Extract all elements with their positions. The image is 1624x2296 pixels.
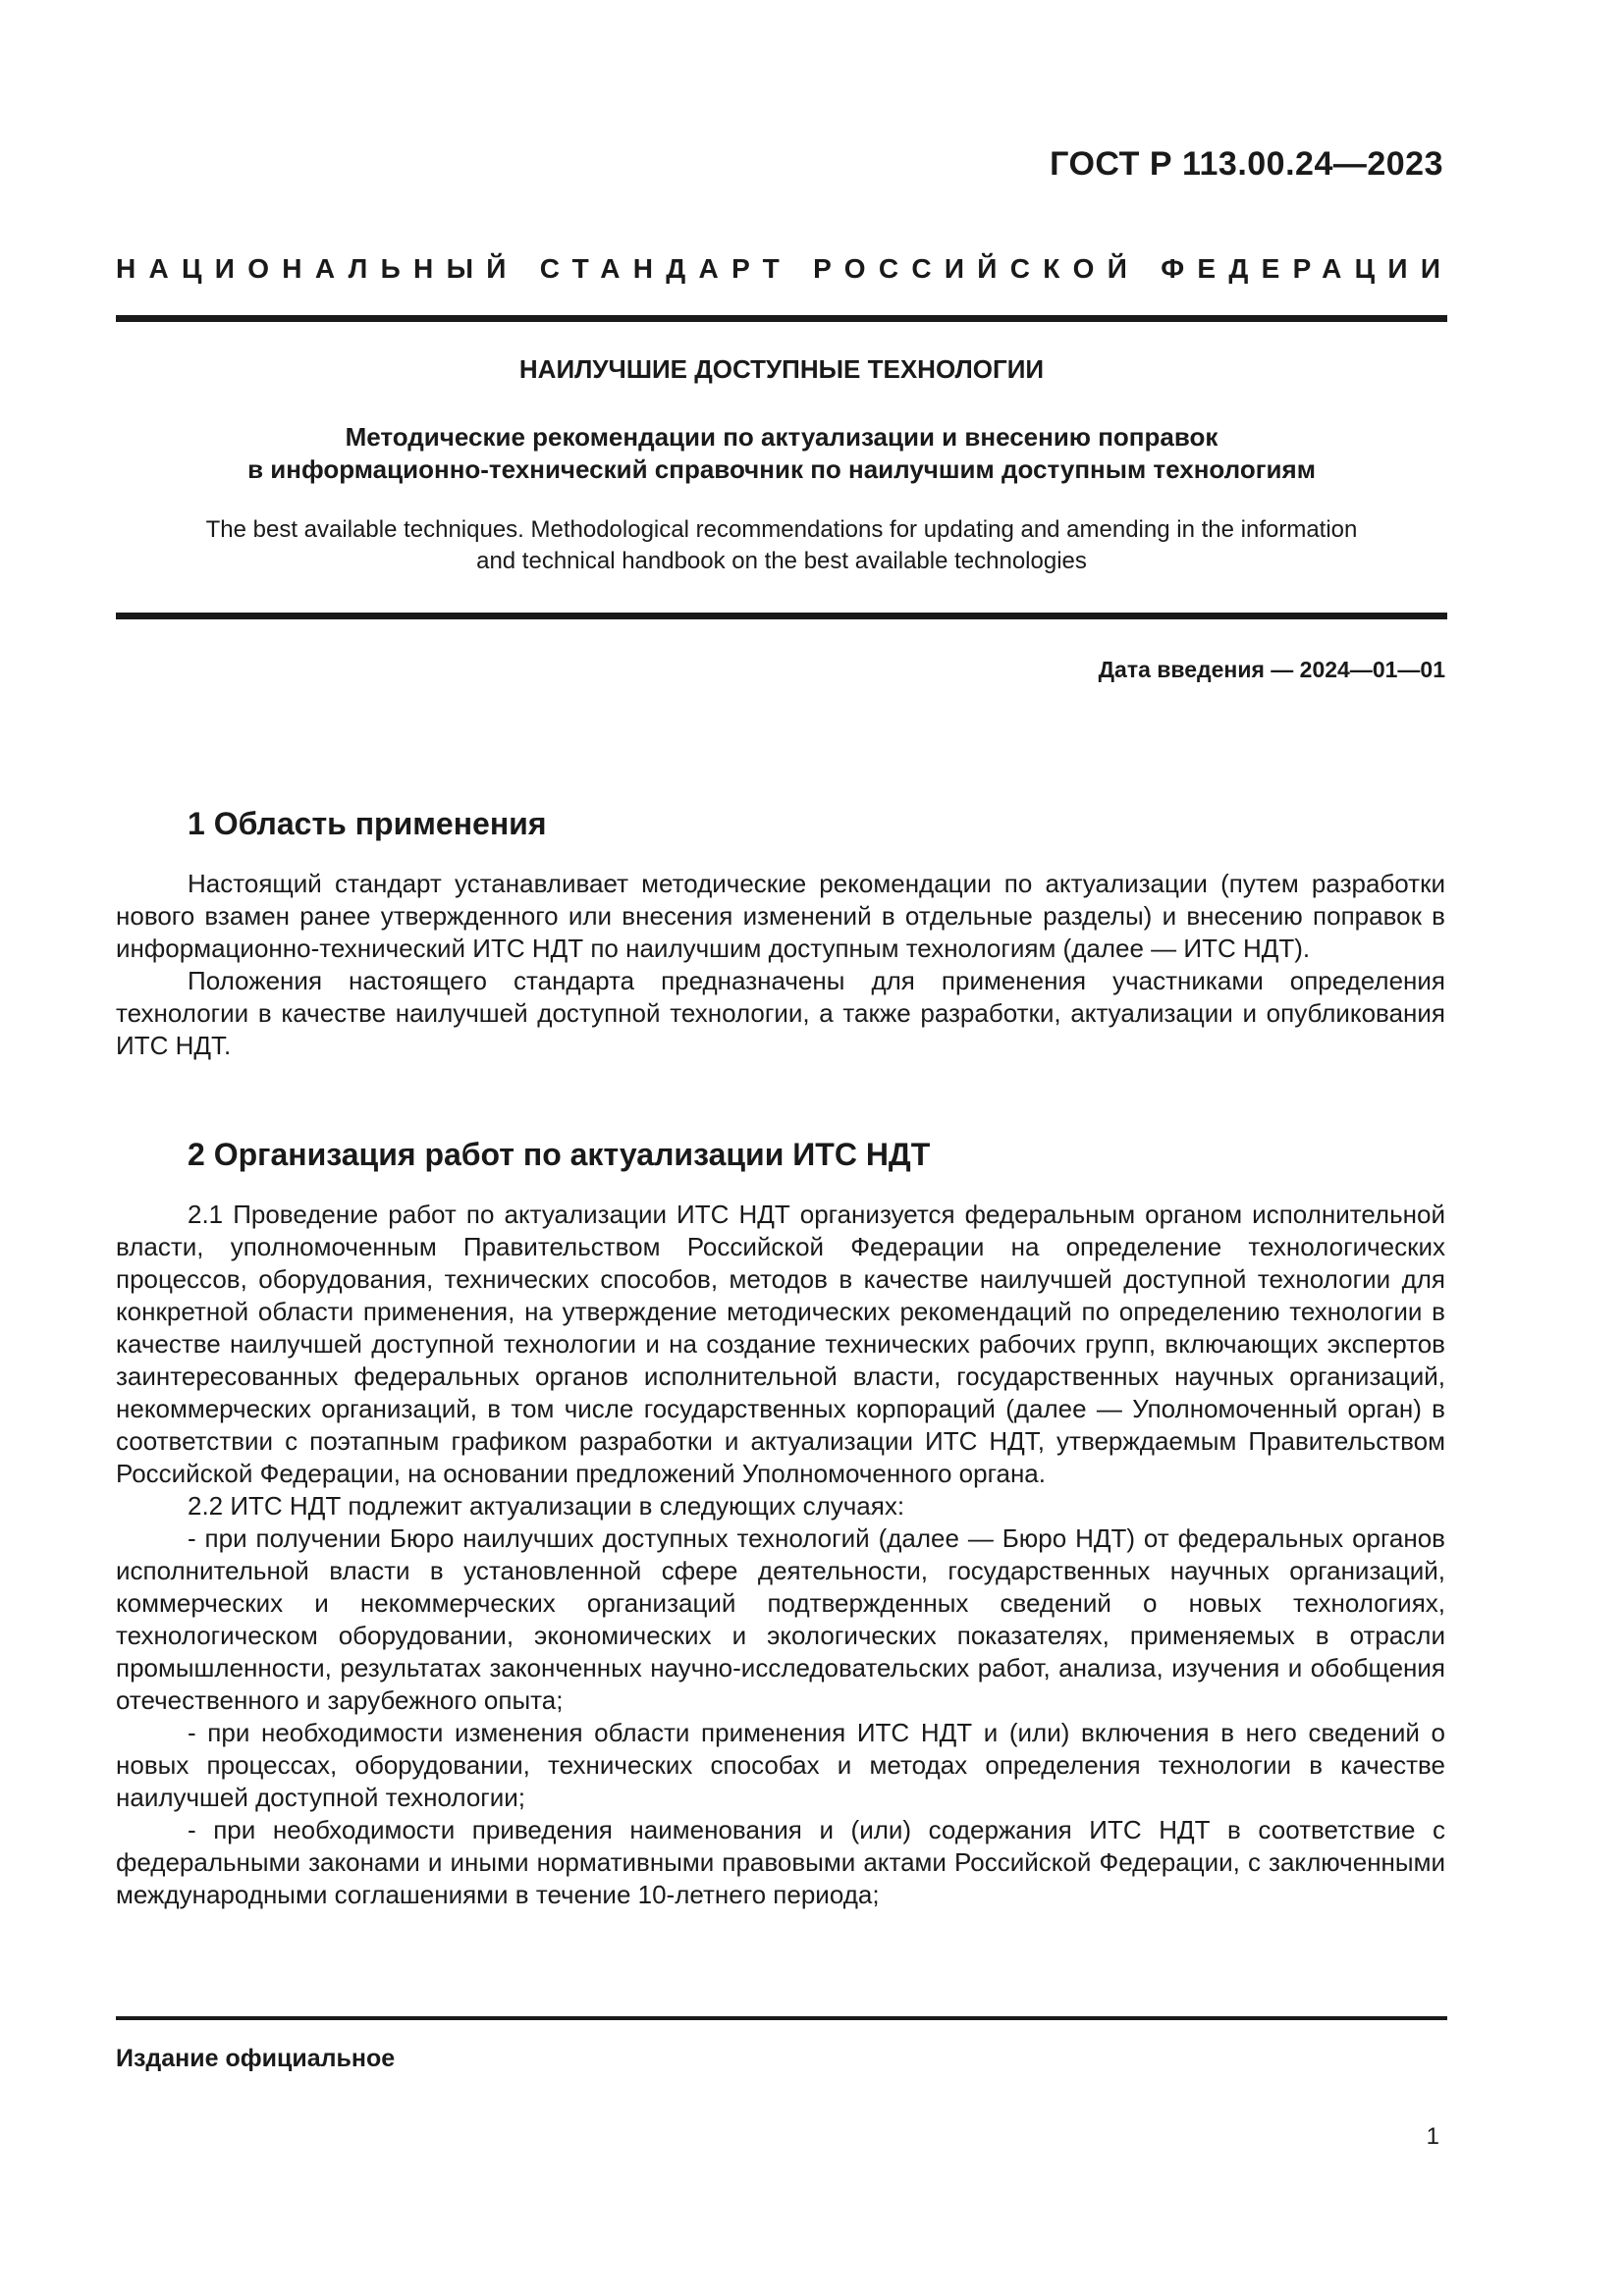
paragraph: 2.2 ИТС НДТ подлежит актуализации в следующих случаях: xyxy=(188,1491,905,1521)
top-divider xyxy=(116,315,1447,322)
english-title-line-2: and technical handbook on the best available technologies xyxy=(476,548,1087,574)
document-subtitle xyxy=(116,421,1447,486)
paragraph: 2.1 Проведение работ по актуализации ИТС НДТ организуется федеральным органом исполнительной власти, уполномоченным Правительством Российской Федерации на определение технологических процессов, оборудования, технических способов, методов в качестве наилучшей доступной технологии для конкретной области применения, на утверждение методических рекомендаций по определению технологии в качестве наилучшей доступной технологии и на создание технических рабочих групп, включающих экспертов заинтересованных федеральных органов исполнительной власти, государственных научных организаций, некоммерческих организаций, в том числе государственных корпораций (далее — Уполномоченный орган) в соответствии с поэтапным графиком разработки и актуализации ИТС НДТ, утверждаемым Правительством Российской Федерации, на основании предложений Уполномоченного органа. xyxy=(116,1200,1445,1488)
document-number: ГОСТ Р 113.00.24—2023 xyxy=(1050,145,1443,183)
section-2-body xyxy=(116,1199,1445,1911)
list-item: - при получении Бюро наилучших доступных технологий (далее — Бюро НДТ) от федеральных органов исполнительной власти в установленной сфере деятельности, государственных научных организаций, коммерческих и некоммерческих организаций подтвержденных сведений о новых технологиях, технологическом оборудовании, экономических и экологических показателях, применяемых в отрасли промышленности, результатах законченных научно-исследовательских работ, анализа, изучения и обобщения отечественного и зарубежного опыта; xyxy=(116,1523,1445,1715)
list-item: - при необходимости приведения наименования и (или) содержания ИТС НДТ в соответствие с федеральными законами и иными нормативными правовыми актами Российской Федерации, с заключенными международными соглашениями в течение 10-летнего периода; xyxy=(116,1815,1445,1909)
footer-divider xyxy=(116,2016,1447,2020)
english-title xyxy=(116,514,1447,577)
title-divider xyxy=(116,613,1447,619)
subtitle-line-1: Методические рекомендации по актуализации и внесению поправок xyxy=(345,422,1218,452)
section-1-heading: 1 Область применения xyxy=(188,806,547,841)
national-standard-banner: НАЦИОНАЛЬНЫЙ СТАНДАРТ РОССИЙСКОЙ ФЕДЕРАЦИИ xyxy=(116,253,1454,284)
list-item: - при необходимости изменения области применения ИТС НДТ и (или) включения в него сведений о новых процессах, оборудовании, технических способах и методах определения технологии в качестве наилучшей доступной технологии; xyxy=(116,1718,1445,1812)
introduction-date: Дата введения — 2024—01—01 xyxy=(1098,657,1445,682)
page-number: 1 xyxy=(1426,2123,1439,2150)
section-1-body xyxy=(116,868,1445,1062)
english-title-line-1: The best available techniques. Methodological recommendations for updating and amending in the information xyxy=(205,516,1358,543)
edition-label: Издание официальное xyxy=(116,2045,396,2072)
paragraph: Положения настоящего стандарта предназначены для применения участниками определения технологии в качестве наилучшей доступной технологии, а также разработки, актуализации и опубликования ИТС НДТ. xyxy=(116,966,1445,1060)
section-2-heading: 2 Организация работ по актуализации ИТС НДТ xyxy=(188,1137,931,1172)
subtitle-line-2: в информационно-технический справочник по наилучшим доступным технологиям xyxy=(247,454,1316,484)
document-title: НАИЛУЧШИЕ ДОСТУПНЫЕ ТЕХНОЛОГИИ xyxy=(518,354,1045,384)
paragraph: Настоящий стандарт устанавливает методические рекомендации по актуализации (путем разработки нового взамен ранее утвержденного или внесения изменений в отдельные разделы) и внесению поправок в информационно-технический ИТС НДТ по наилучшим доступным технологиям (далее — ИТС НДТ). xyxy=(116,869,1445,963)
